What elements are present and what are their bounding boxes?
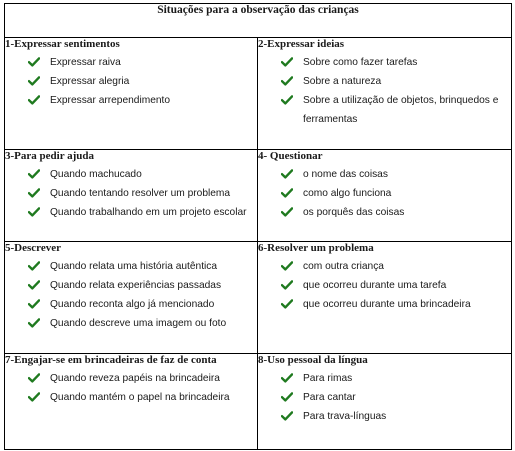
section-cell (5, 38, 258, 150)
check-mark-icon (281, 91, 293, 110)
section-cell (5, 354, 258, 450)
list-item-text: que ocorreu durante uma brincadeira (303, 299, 471, 310)
check-mark-icon (281, 388, 293, 407)
check-mark-icon (28, 369, 40, 388)
check-mark-icon (281, 72, 293, 91)
list-item-text: Sobre a utilização de objetos, brinquedos e ferramentas (303, 95, 499, 125)
check-mark-icon (281, 53, 293, 72)
section-cell (258, 354, 512, 450)
section-cell (258, 38, 512, 150)
check-mark-icon (28, 388, 40, 407)
check-mark-icon (281, 295, 293, 314)
section-cell (5, 242, 258, 354)
list-item (5, 72, 257, 91)
list-item (5, 165, 257, 184)
list-item (258, 165, 511, 184)
section-cell (5, 150, 258, 242)
list-item-text: Para cantar (303, 392, 356, 403)
checklist (258, 369, 511, 426)
section-heading: 7-Engajar-se em brincadeiras de faz de conta (5, 354, 217, 366)
list-item-text: Expressar raiva (50, 57, 121, 68)
list-item-text: Para trava-línguas (303, 411, 387, 422)
table-row (5, 242, 512, 354)
table-row (5, 38, 512, 150)
list-item (5, 257, 257, 276)
check-mark-icon (28, 91, 40, 110)
check-mark-icon (28, 53, 40, 72)
list-item (258, 72, 511, 91)
section-cell (258, 242, 512, 354)
list-item-text: os porquês das coisas (303, 207, 405, 218)
list-item (258, 184, 511, 203)
list-item (5, 314, 257, 333)
checklist (5, 369, 257, 407)
list-item (258, 203, 511, 222)
checklist (5, 53, 257, 110)
list-item (5, 369, 257, 388)
list-item (258, 257, 511, 276)
check-mark-icon (281, 203, 293, 222)
check-mark-icon (281, 184, 293, 203)
list-item (258, 91, 511, 129)
table-row (5, 150, 512, 242)
list-item (5, 53, 257, 72)
list-item-text: Quando machucado (50, 169, 142, 180)
list-item (258, 369, 511, 388)
check-mark-icon (28, 165, 40, 184)
list-item-text: Quando descreve uma imagem ou foto (50, 318, 227, 329)
list-item (5, 295, 257, 314)
table-title: Situações para a observação das crianças (5, 4, 512, 38)
list-item (258, 407, 511, 426)
list-item-text: que ocorreu durante uma tarefa (303, 280, 447, 291)
section-heading: 5-Descrever (5, 242, 61, 254)
check-mark-icon (28, 257, 40, 276)
list-item (258, 295, 511, 314)
observation-table (4, 3, 512, 450)
list-item (5, 276, 257, 295)
check-mark-icon (281, 407, 293, 426)
list-item-text: Quando trabalhando em um projeto escolar (50, 207, 247, 218)
checklist (258, 257, 511, 314)
list-item-text: Expressar arrependimento (50, 95, 171, 106)
list-item (5, 184, 257, 203)
section-cell (258, 150, 512, 242)
check-mark-icon (28, 276, 40, 295)
list-item (5, 91, 257, 110)
list-item (258, 276, 511, 295)
checklist (258, 165, 511, 222)
section-heading: 6-Resolver um problema (258, 242, 374, 254)
list-item-text: Expressar alegria (50, 76, 130, 87)
check-mark-icon (28, 72, 40, 91)
list-item-text: Sobre como fazer tarefas (303, 57, 418, 68)
list-item-text: com outra criança (303, 261, 384, 272)
check-mark-icon (28, 203, 40, 222)
list-item-text: o nome das coisas (303, 169, 388, 180)
list-item-text: Quando relata experiências passadas (50, 280, 222, 291)
list-item (5, 388, 257, 407)
list-item (258, 53, 511, 72)
section-heading: 1-Expressar sentimentos (5, 38, 120, 50)
check-mark-icon (28, 295, 40, 314)
list-item-text: Quando relata uma história autêntica (50, 261, 218, 272)
check-mark-icon (28, 314, 40, 333)
list-item (5, 203, 257, 222)
check-mark-icon (281, 276, 293, 295)
check-mark-icon (281, 165, 293, 184)
list-item-text: Quando tentando resolver um problema (50, 188, 231, 199)
list-item-text: como algo funciona (303, 188, 392, 199)
table-row (5, 354, 512, 450)
list-item-text: Quando reveza papéis na brincadeira (50, 373, 220, 384)
checklist (5, 257, 257, 333)
section-heading: 3-Para pedir ajuda (5, 150, 95, 162)
checklist (258, 53, 511, 129)
list-item-text: Sobre a natureza (303, 76, 382, 87)
section-heading: 8-Uso pessoal da língua (258, 354, 368, 366)
section-heading: 4- Questionar (258, 150, 323, 162)
check-mark-icon (281, 257, 293, 276)
title-row (5, 4, 512, 38)
list-item-text: Quando mantém o papel na brincadeira (50, 392, 230, 403)
list-item-text: Quando reconta algo já mencionado (50, 299, 215, 310)
check-mark-icon (281, 369, 293, 388)
check-mark-icon (28, 184, 40, 203)
list-item-text: Para rimas (303, 373, 353, 384)
list-item (258, 388, 511, 407)
section-heading: 2-Expressar ideias (258, 38, 345, 50)
checklist (5, 165, 257, 222)
